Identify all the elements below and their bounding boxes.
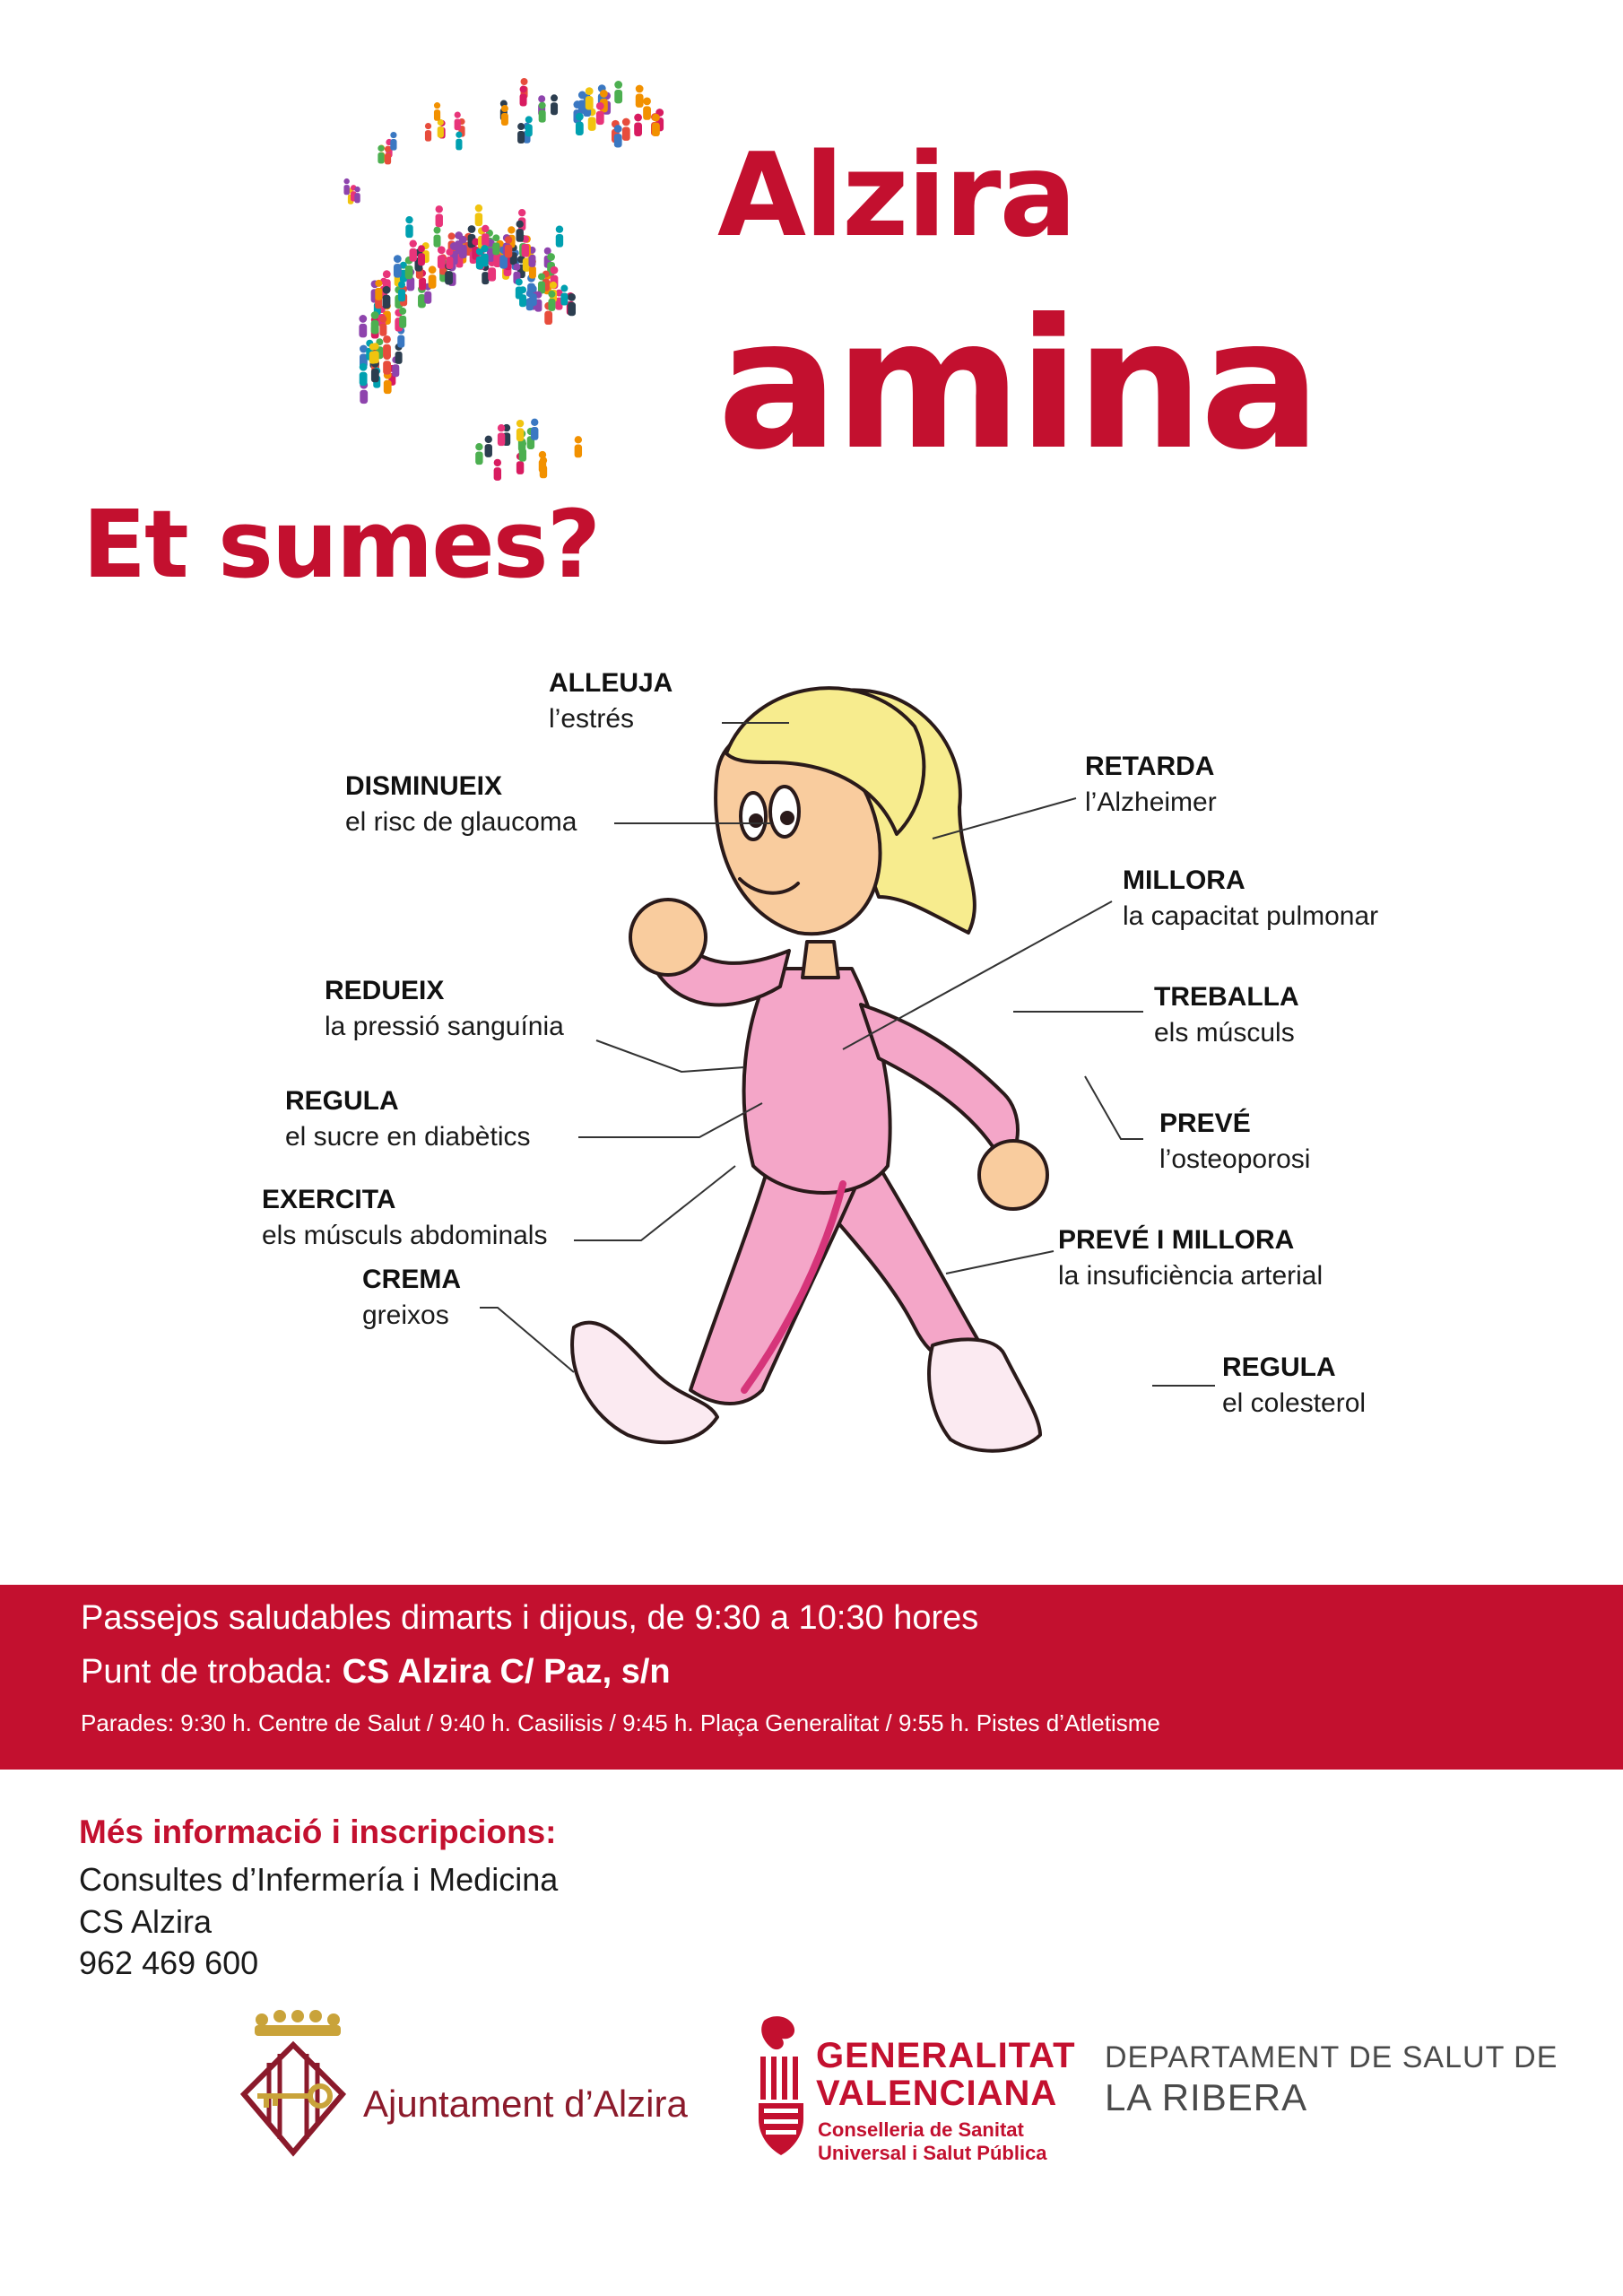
title-camina: amina bbox=[717, 281, 1318, 490]
schedule-text: Passejos saludables dimarts i dijous, de 9:30 a 10:30 hores bbox=[81, 1599, 979, 1637]
gva-name-line2: VALENCIANA bbox=[816, 2074, 1058, 2113]
benefit-object: l’Alzheimer bbox=[1085, 787, 1217, 817]
benefit-verb: EXERCITA bbox=[262, 1185, 396, 1214]
title-alzira: Alzira bbox=[717, 129, 1075, 263]
meeting-point-label: Punt de trobada: bbox=[81, 1653, 333, 1691]
benefit-crema bbox=[362, 1262, 461, 1334]
gva-name-line1: GENERALITAT bbox=[816, 2036, 1076, 2075]
benefit-verb: ALLEUJA bbox=[549, 668, 673, 698]
benefit-object: la capacitat pulmonar bbox=[1123, 901, 1379, 931]
benefit-verb: REDUEIX bbox=[325, 976, 445, 1005]
benefit-regula-colesterol bbox=[1222, 1350, 1366, 1422]
benefit-object: el risc de glaucoma bbox=[345, 807, 577, 837]
benefit-verb: MILLORA bbox=[1123, 865, 1245, 895]
info-phone: 962 469 600 bbox=[79, 1944, 259, 1981]
info-heading: Més informació i inscripcions: bbox=[79, 1813, 557, 1850]
benefit-verb: REGULA bbox=[285, 1086, 399, 1116]
benefit-alleuja bbox=[549, 665, 673, 737]
meeting-point-address: CS Alzira C/ Paz, s/n bbox=[342, 1653, 671, 1691]
benefit-verb: CREMA bbox=[362, 1265, 461, 1294]
benefit-preve bbox=[1159, 1106, 1310, 1178]
benefit-treballa bbox=[1154, 979, 1299, 1051]
benefit-verb: PREVÉ I MILLORA bbox=[1058, 1225, 1295, 1255]
benefit-object: el sucre en diabètics bbox=[285, 1122, 531, 1152]
benefit-object: greixos bbox=[362, 1300, 449, 1330]
gva-conselleria-line2: Universal i Salut Pública bbox=[818, 2142, 1047, 2164]
benefit-preve-millora bbox=[1058, 1222, 1323, 1294]
benefit-verb: PREVÉ bbox=[1159, 1109, 1251, 1138]
benefit-object: el colesterol bbox=[1222, 1388, 1367, 1418]
benefit-retarda bbox=[1085, 749, 1217, 821]
meeting-point bbox=[81, 1653, 671, 1692]
benefit-object: els músculs abdominals bbox=[262, 1221, 548, 1250]
benefit-verb: TREBALLA bbox=[1154, 982, 1299, 1012]
ajuntament-logo-text: Ajuntament d’Alzira bbox=[363, 2083, 688, 2125]
stops-text: Parades: 9:30 h. Centre de Salut / 9:40 h. Casilisis / 9:45 h. Plaça Generalitat / 9:55 h. Pistes d’Atletisme bbox=[81, 1709, 1160, 1736]
benefit-object: l’estrés bbox=[549, 704, 635, 734]
benefit-object: la insuficiència arterial bbox=[1058, 1261, 1324, 1291]
department-logo-line1: DEPARTAMENT DE SALUT DE bbox=[1105, 2040, 1558, 2074]
benefit-verb: REGULA bbox=[1222, 1352, 1336, 1382]
ajuntament-crest-icon bbox=[235, 2009, 352, 2170]
info-center: CS Alzira bbox=[79, 1903, 213, 1940]
benefit-disminueix bbox=[345, 769, 577, 840]
info-consultes: Consultes d’Infermería i Medicina bbox=[79, 1861, 559, 1898]
benefit-object: l’osteoporosi bbox=[1159, 1144, 1311, 1174]
gva-conselleria-line1: Conselleria de Sanitat bbox=[818, 2118, 1024, 2141]
benefit-regula-sucre bbox=[285, 1083, 531, 1155]
benefit-millora bbox=[1123, 863, 1378, 935]
benefit-redueix bbox=[325, 973, 564, 1045]
department-logo-line2: LA RIBERA bbox=[1105, 2076, 1308, 2118]
benefit-verb: DISMINUEIX bbox=[345, 771, 503, 801]
benefit-verb: RETARDA bbox=[1085, 752, 1215, 781]
subtitle: Et sumes? bbox=[82, 490, 600, 599]
generalitat-logo-icon bbox=[751, 2013, 809, 2157]
benefit-object: la pressió sanguínia bbox=[325, 1012, 564, 1041]
benefit-exercita bbox=[262, 1182, 547, 1254]
benefit-object: els músculs bbox=[1154, 1018, 1295, 1048]
